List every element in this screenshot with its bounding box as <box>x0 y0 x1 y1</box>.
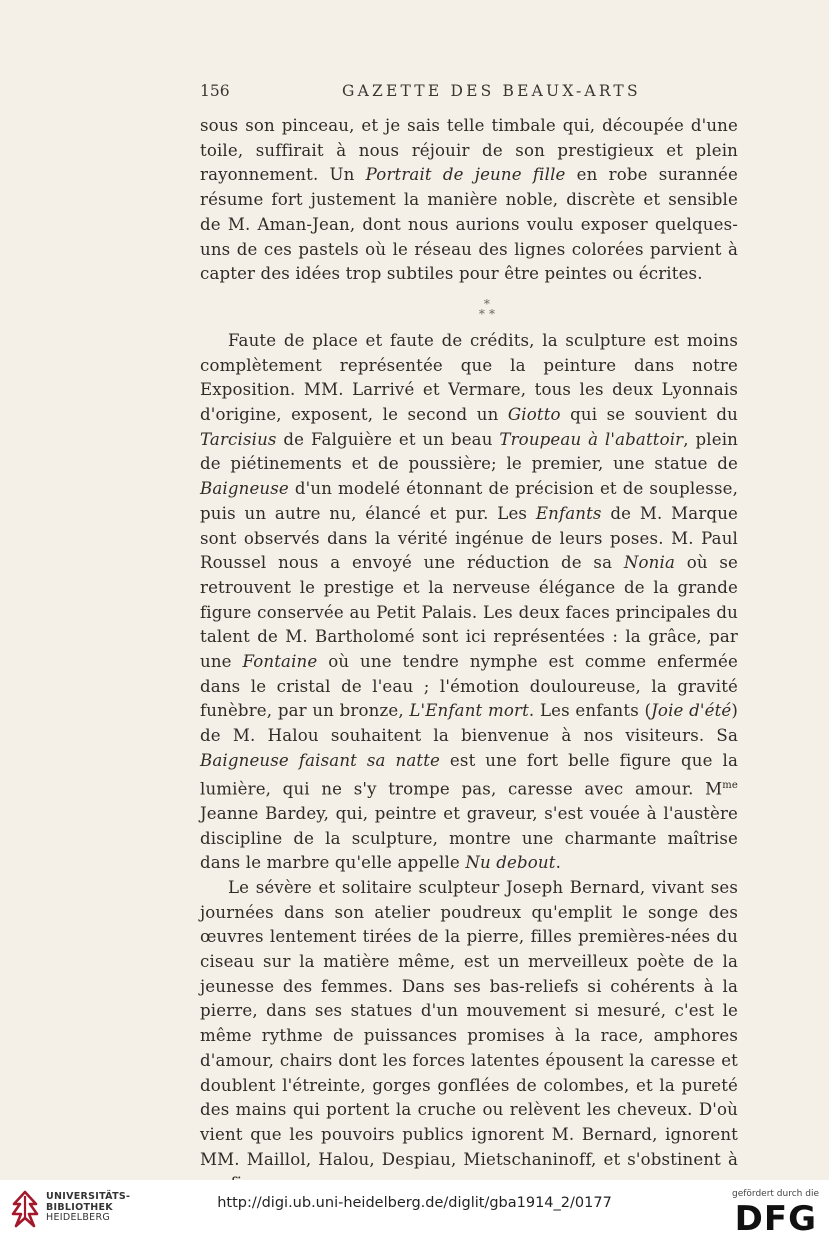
text-run: . <box>555 853 562 873</box>
text-run: d'un modelé étonnant de précision et de souplesse, puis un autre nu, élancé et pur. Les <box>200 479 738 523</box>
library-line-1: UNIVERSITÄTS- <box>46 1191 131 1202</box>
artwork-title: Portrait de jeune fille <box>365 165 566 185</box>
text-run: . Les enfants ( <box>528 701 652 721</box>
paragraph-2 <box>200 329 738 876</box>
permalink-url[interactable]: http://digi.ub.uni-heidelberg.de/diglit/gba1914_2/0177 <box>217 1195 612 1211</box>
running-head <box>200 82 740 104</box>
artwork-title: Joie d'été <box>651 701 732 721</box>
paragraph-1 <box>200 114 738 287</box>
body-text <box>200 114 738 1197</box>
text-run: ) de M. Halou souhaitent la bienvenue à nos visiteurs. Sa <box>200 701 738 746</box>
text-run: est une fort belle figure que la lumière, qui ne s'y trompe pas, caresse avec amour. M <box>200 750 738 799</box>
section-asterism <box>236 296 738 321</box>
artwork-title: Nonia <box>623 553 675 573</box>
viewer-footer <box>0 1180 829 1242</box>
text-run: où une tendre nymphe est comme enfermée dans le cristal de l'eau ; l'émotion douloureuse, la gravité funèbre, par un bronze, <box>200 652 738 721</box>
text-run: de M. Marque sont observés dans la vérité ingénue de leurs poses. M. Paul Roussel nous a envoyé une réduction de sa <box>200 503 738 573</box>
text-run: sous son pinceau, et je sais telle timbale qui, découpée d'une toile, suffirait à nous réjouir de son prestigieux et plein rayonnement. Un <box>200 116 738 185</box>
artwork-title: Giotto <box>507 405 561 425</box>
artwork-title: Enfants <box>535 503 602 523</box>
funding-note: gefördert durch die <box>732 1189 819 1199</box>
artwork-title: Troupeau à l'abattoir <box>499 429 684 449</box>
artwork-title: Tarcisius <box>200 429 277 449</box>
asterism-top: * <box>483 296 491 311</box>
text-run: , plein de piétinements et de poussière; le premier, une statue de <box>200 429 739 474</box>
asterism-bottom: * * <box>478 306 496 321</box>
text-run: où se retrouvent le prestige et la nerveuse élégance de la grande figure conservée au Petit Palais. Les deux faces principales du talent de M. Bartholomé sont ici représentées : la grâce, par une <box>200 553 738 672</box>
artwork-title: Nu debout <box>465 853 556 873</box>
artwork-title: Fontaine <box>242 652 318 672</box>
journal-title: GAZETTE DES BEAUX-ARTS <box>342 82 641 100</box>
page-number: 156 <box>200 82 230 100</box>
artwork-title: Baigneuse faisant sa natte <box>200 750 441 770</box>
superscript: me <box>722 779 738 791</box>
text-run: en robe surannée résume fort justement la manière noble, discrète et sensible de M. Aman-Jean, dont nous aurions voulu exposer quelques-uns de ces pastels où le réseau des lignes colorées parvient à capter des idées trop subtiles pour être peintes ou écrites. <box>200 165 738 284</box>
text-run: Faute de place et faute de crédits, la sculpture est moins complètement représentée que la peinture dans notre Exposition. MM. Larrivé et Vermare, tous les deux Lyonnais d'origine, exposent, le second un <box>200 330 738 425</box>
paragraph-3: Le sévère et solitaire sculpteur Joseph Bernard, vivant ses journées dans son atelier poudreux qu'emplit le songe des œuvres lentement tirées de la pierre, filles premières-nées du ciseau sur la matière même, est un merveilleux poète de la jeunesse des femmes. Dans ses bas-reliefs si cohérents à la pierre, dans ses statues d'un mouvement si mesuré, c'est le même rythme de puissances promises à la race, amphores d'amour, chairs dont les forces latentes épousent la caresse et doublent l'étreinte, gorges gonflées de colombes, et la pureté des mains qui portent la cruche ou relèvent les cheveux. D'où vient que les pouvoirs publics ignorent M. Bernard, ignorent MM. Maillol, Halou, Despiau, Mietschaninoff, et s'obstinent à <box>200 877 738 1169</box>
dfg-logo[interactable]: DFG <box>734 1199 817 1239</box>
text-run: qui se souvient du <box>560 405 738 425</box>
text-run: de Falguière et un beau <box>276 429 500 449</box>
artwork-title: Baigneuse <box>200 479 289 499</box>
artwork-title: L'Enfant mort <box>409 701 529 721</box>
library-line-3: HEIDELBERG <box>46 1212 111 1223</box>
library-line-2: BIBLIOTHEK <box>46 1201 113 1213</box>
text-run: Jeanne Bardey, qui, peintre et graveur, s'est vouée à l'austère discipline de la sculpture, montre une charmante maîtrise dans le marbre qu'elle appelle <box>200 803 738 873</box>
